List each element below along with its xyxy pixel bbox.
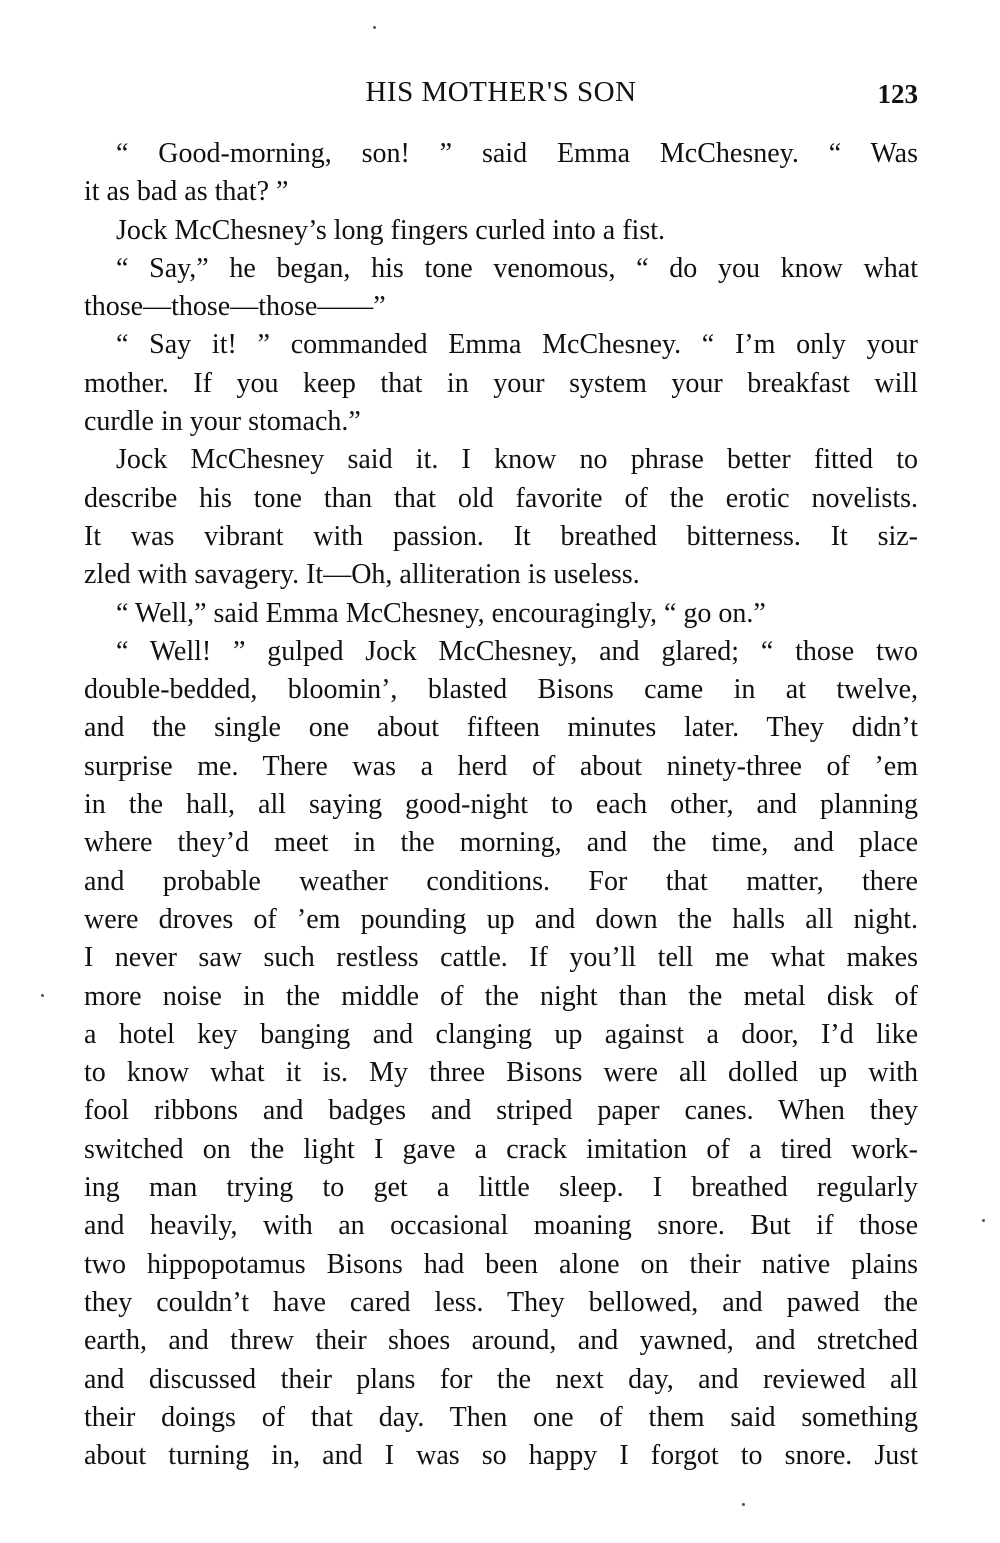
text-line: “ Say it! ” commanded Emma McChesney. “ I’m only your (116, 329, 918, 361)
text-line: surprise me. There was a herd of about ninety-three of ’em (84, 750, 918, 782)
text-line: ing man trying to get a little sleep. I breathed regularly (84, 1172, 918, 1204)
text-line: “ Say,” he began, his tone venomous, “ do you know what (116, 252, 918, 284)
page-number: 123 (877, 79, 918, 109)
text-line: “ Well! ” gulped Jock McChesney, and glared; “ those two (116, 635, 918, 667)
page-title: HIS MOTHER'S SON (365, 76, 637, 108)
text-line: they couldn’t have cared less. They bellowed, and pawed the (84, 1286, 918, 1318)
text-line: and discussed their plans for the next day, and reviewed all (84, 1363, 918, 1395)
text-line: where they’d meet in the morning, and the time, and place (84, 827, 918, 859)
body-text (84, 135, 918, 1475)
text-line: describe his tone than that old favorite of the erotic novelists. (84, 482, 918, 514)
text-line: Jock McChesney’s long fingers curled into a fist. (116, 214, 666, 246)
text-line: I never saw such restless cattle. If you’ll tell me what makes (84, 942, 918, 974)
print-speck (742, 1503, 745, 1506)
text-line: double-bedded, bloomin’, blasted Bisons came in at twelve, (84, 674, 918, 706)
text-line: their doings of that day. Then one of them said something (84, 1401, 918, 1433)
text-line: and the single one about fifteen minutes later. They didn’t (84, 712, 918, 744)
text-line: to know what it is. My three Bisons were all dolled up with (84, 1057, 918, 1089)
text-line: curdle in your stomach.” (84, 406, 361, 438)
text-line: in the hall, all saying good-night to each other, and planning (84, 789, 918, 821)
print-speck (41, 994, 44, 997)
text-line: and heavily, with an occasional moaning snore. But if those (84, 1210, 918, 1242)
text-line: fool ribbons and badges and striped paper canes. When they (84, 1095, 918, 1127)
text-line: and probable weather conditions. For that matter, there (84, 865, 918, 897)
running-head (84, 76, 918, 116)
text-line: two hippopotamus Bisons had been alone on their native plains (84, 1248, 918, 1280)
text-line: zled with savagery. It—Oh, alliteration is useless. (84, 559, 640, 591)
text-line: a hotel key banging and clanging up against a door, I’d like (84, 1018, 918, 1050)
text-line: more noise in the middle of the night than the metal disk of (84, 980, 918, 1012)
text-line: “ Good-morning, son! ” said Emma McChesney. “ Was (116, 138, 918, 169)
text-line: were droves of ’em pounding up and down the halls all night. (84, 903, 918, 935)
text-line: those—those—those——” (84, 291, 386, 323)
text-line: “ Well,” said Emma McChesney, encouragingly, “ go on.” (116, 597, 766, 629)
text-line: mother. If you keep that in your system your breakfast will (84, 367, 918, 399)
text-line: It was vibrant with passion. It breathed bitterness. It siz- (84, 520, 918, 552)
text-line: Jock McChesney said it. I know no phrase better fitted to (116, 444, 918, 476)
text-line: it as bad as that? ” (84, 176, 289, 208)
print-speck (982, 1219, 985, 1222)
text-line: earth, and threw their shoes around, and yawned, and stretched (84, 1325, 918, 1357)
text-line: switched on the light I gave a crack imitation of a tired work- (84, 1133, 918, 1165)
text-line: about turning in, and I was so happy I forgot to snore. Just (84, 1440, 918, 1472)
print-speck (373, 26, 376, 29)
